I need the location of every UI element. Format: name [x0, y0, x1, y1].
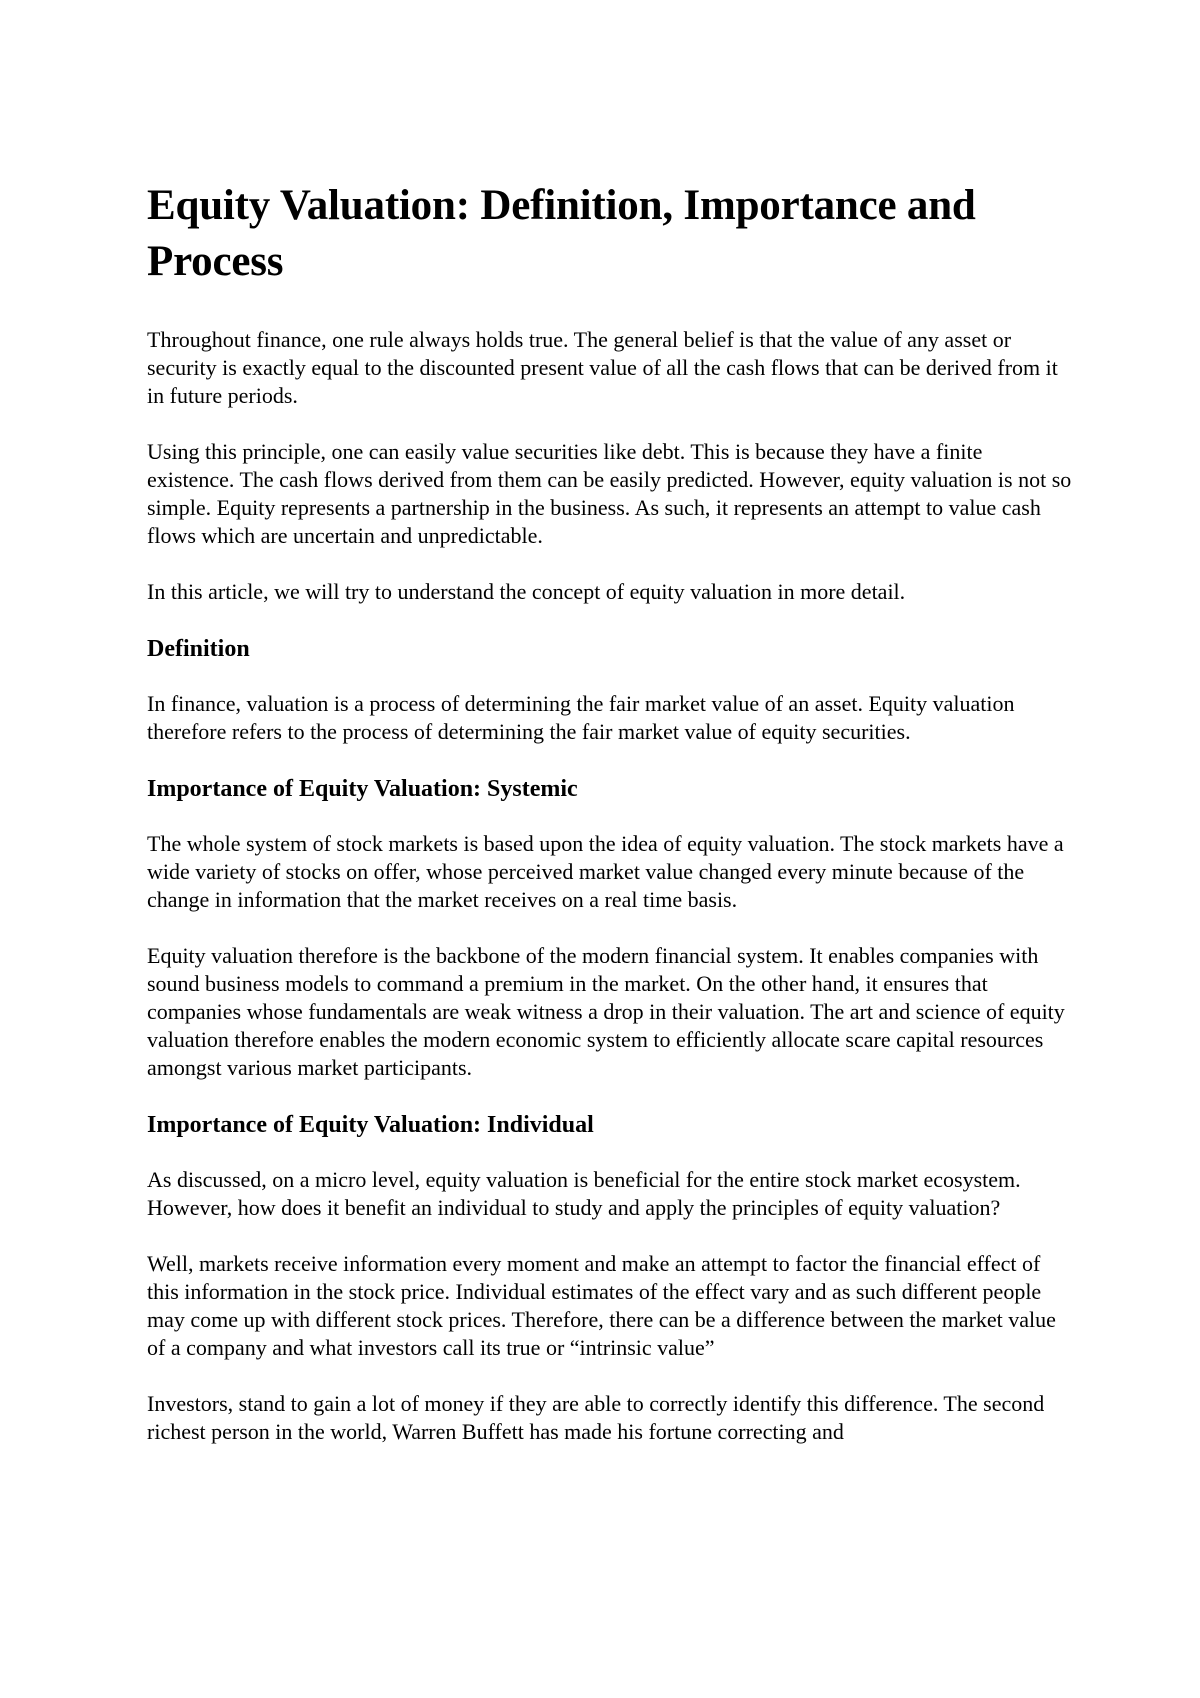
individual-paragraph-2: Well, markets receive information every moment and make an attempt to factor the financial effect of this information in the stock price. Individual estimates of the effect vary and as such different people may come up with different stock prices. Therefore, there can be a difference between the market value of a company and what investors call its true or “intrinsic value” [147, 1251, 1056, 1360]
document-page [147, 178, 1072, 1474]
definition-paragraph-1: In finance, valuation is a process of determining the fair market value of an asset. Equity valuation therefore refers to the process of determining the fair market value of equity securities. [147, 691, 1015, 744]
intro-paragraph-3: In this article, we will try to understand the concept of equity valuation in more detail. [147, 579, 906, 604]
individual-paragraph-3: Investors, stand to gain a lot of money if they are able to correctly identify this difference. The second richest person in the world, Warren Buffett has made his fortune correcting and [147, 1391, 1045, 1444]
systemic-paragraph-1: The whole system of stock markets is based upon the idea of equity valuation. The stock markets have a wide variety of stocks on offer, whose perceived market value changed every minute because of the change in information that the market receives on a real time basis. [147, 831, 1064, 912]
intro-paragraph-1: Throughout finance, one rule always holds true. The general belief is that the value of any asset or security is exactly equal to the discounted present value of all the cash flows that can be derived from it in future periods. [147, 327, 1058, 408]
intro-paragraph-2: Using this principle, one can easily value securities like debt. This is because they have a finite existence. The cash flows derived from them can be easily predicted. However, equity valuation is not so simple. Equity represents a partnership in the business. As such, it represents an attempt to value cash flows which are uncertain and unpredictable. [147, 439, 1072, 548]
section-heading-individual: Importance of Equity Valuation: Individual [147, 1112, 594, 1138]
systemic-paragraph-2: Equity valuation therefore is the backbone of the modern financial system. It enables companies with sound business models to command a premium in the market. On the other hand, it ensures that companies whose fundamentals are weak witness a drop in their valuation. The art and science of equity valuation therefore enables the modern economic system to efficiently allocate scare capital resources amongst various market participants. [147, 943, 1065, 1080]
individual-paragraph-1: As discussed, on a micro level, equity valuation is beneficial for the entire stock market ecosystem. However, how does it benefit an individual to study and apply the principles of equity valuation? [147, 1167, 1021, 1220]
document-title: Equity Valuation: Definition, Importance and Process [147, 182, 976, 285]
section-heading-definition: Definition [147, 636, 250, 662]
section-heading-systemic: Importance of Equity Valuation: Systemic [147, 776, 578, 802]
